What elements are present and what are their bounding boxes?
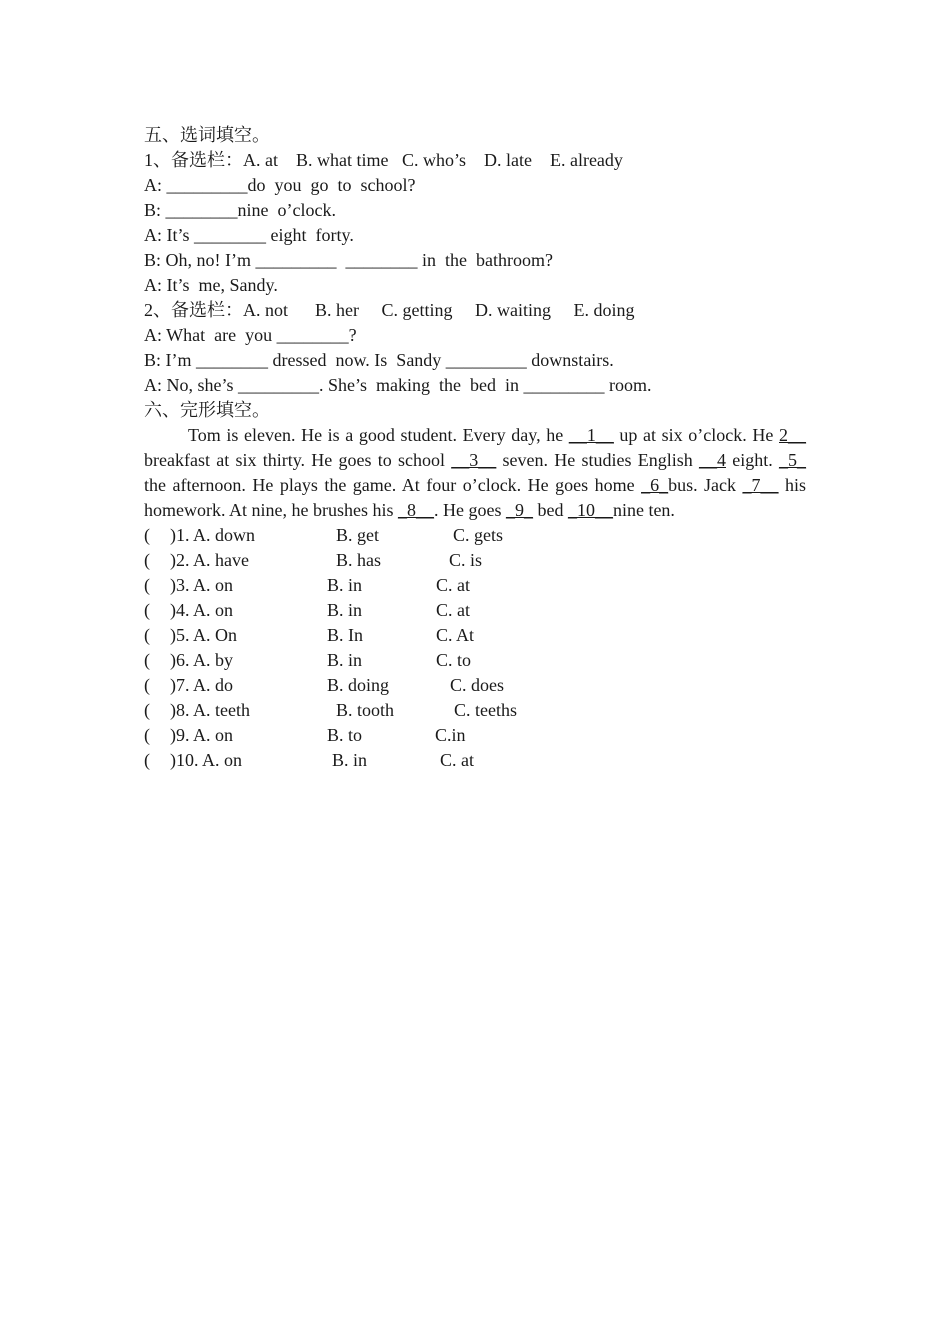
question-row [144,523,806,548]
blank-10: _10__ [567,500,613,520]
option-c: C. is [449,550,483,570]
dialogue-line: B: I’m ________ dressed now. Is Sandy _________ downstairs. [144,350,614,370]
option-c: C. At [436,625,475,645]
dialogue-line: A: It’s ________ eight forty. [144,225,354,245]
answer-paren[interactable]: ( [144,600,150,620]
question-row [144,623,806,648]
option-c: C. does [450,675,504,695]
answer-paren[interactable]: ( [144,650,150,670]
part2-options: 2、备选栏：A. not B. her C. getting D. waiting E. doing [144,300,635,320]
option-c: C. to [436,650,472,670]
question-row [144,748,806,773]
blank-5: _5_ [779,450,806,470]
passage-text: bus. Jack [668,475,743,495]
option-a: )4. A. on [170,600,233,620]
option-a: )6. A. by [170,650,233,670]
blank-3: __3__ [451,450,497,470]
option-a: )9. A. on [170,725,233,745]
passage-text: nine ten. [612,500,675,520]
question-row [144,673,806,698]
section5-heading: 五、选词填空。 [144,125,270,145]
option-b: B. get [336,525,379,545]
blank-2: 2__ [779,425,806,445]
passage-text: breakfast at six thirty. He goes to school [144,450,452,470]
question-row [144,548,806,573]
passage-text: the afternoon. He plays the game. At four o’clock. He goes home [144,475,642,495]
passage-text: up at six o’clock. He [613,425,779,445]
option-c: C. at [436,575,470,595]
passage-text: seven. He studies English [496,450,699,470]
option-a: )7. A. do [170,675,233,695]
option-b: B. in [327,575,363,595]
dialogue-line: A: It’s me, Sandy. [144,275,278,295]
answer-paren[interactable]: ( [144,725,150,745]
question-row [144,573,806,598]
dialogue-line: A: _________do you go to school? [144,175,416,195]
blank-1: __1__ [568,425,614,445]
answer-paren[interactable]: ( [144,700,150,720]
blank-4: __4 [699,450,726,470]
answer-paren[interactable]: ( [144,625,150,645]
blank-6: _6_ [641,475,669,495]
option-b: B. In [327,625,363,645]
option-a: )10. A. on [170,750,242,770]
option-b: B. in [327,600,363,620]
passage-text: Tom is eleven. He is a good student. Every day, he [188,425,569,445]
option-b: B. tooth [336,700,395,720]
option-b: B. in [332,750,368,770]
option-c: C. at [436,600,470,620]
blank-9: _9_ [505,500,533,520]
answer-paren[interactable]: ( [144,525,150,545]
question-row [144,723,806,748]
answer-paren[interactable]: ( [144,550,150,570]
answer-paren[interactable]: ( [144,750,150,770]
cloze-passage [144,423,806,523]
question-row [144,648,806,673]
option-b: B. in [327,650,363,670]
option-c: C.in [435,725,466,745]
blank-8: _8__ [397,500,434,520]
dialogue-line: A: What are you ________? [144,325,357,345]
passage-text: his homework. At nine, he brushes his [144,475,806,520]
passage-text: . He goes [433,500,506,520]
answer-paren[interactable]: ( [144,575,150,595]
question-row [144,698,806,723]
dialogue-line: A: No, she’s _________. She’s making the bed in _________ room. [144,375,652,395]
answer-paren[interactable]: ( [144,675,150,695]
part1-options: 1、备选栏：A. at B. what time C. who’s D. late E. already [144,150,623,170]
worksheet [144,123,806,773]
dialogue-line: B: ________nine o’clock. [144,200,336,220]
option-b: B. doing [327,675,390,695]
option-a: )2. A. have [170,550,249,570]
option-a: )8. A. teeth [170,700,250,720]
option-b: B. has [336,550,381,570]
option-c: C. teeths [454,700,517,720]
passage-text: bed [532,500,568,520]
option-b: B. to [327,725,363,745]
passage-text: eight. [726,450,779,470]
question-row [144,598,806,623]
blank-7: _7__ [742,475,779,495]
option-a: )3. A. on [170,575,233,595]
option-c: C. at [440,750,474,770]
section6-heading: 六、完形填空。 [144,400,270,420]
option-c: C. gets [453,525,504,545]
option-a: )1. A. down [170,525,255,545]
dialogue-line: B: Oh, no! I’m _________ ________ in the bathroom? [144,250,553,270]
question-list [144,523,806,773]
option-a: )5. A. On [170,625,237,645]
